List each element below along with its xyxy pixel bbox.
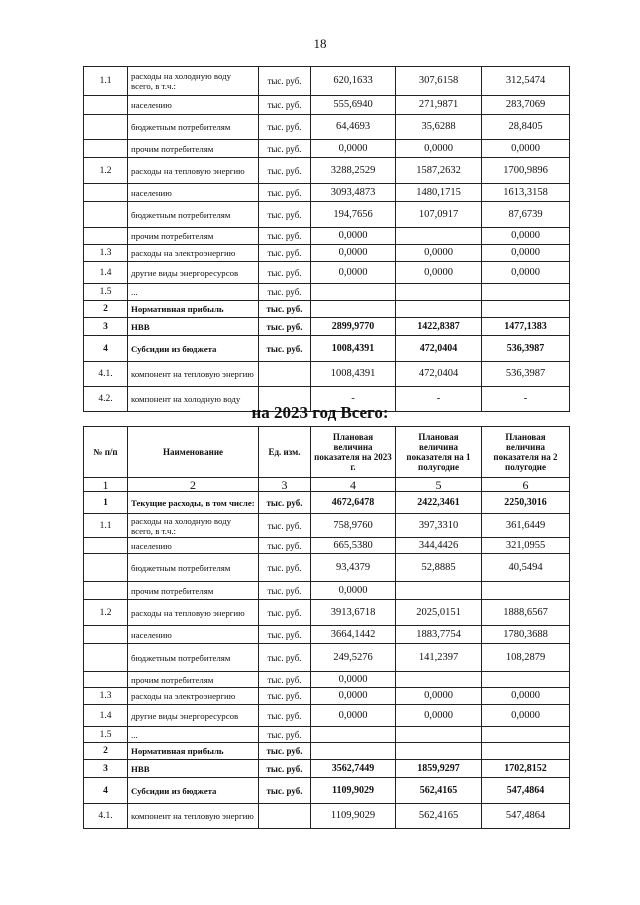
- value-plan: 194,7656: [311, 202, 396, 228]
- row-name: компонент на тепловую энергию: [128, 362, 259, 387]
- table-row: [84, 158, 570, 184]
- value-h2: 1700,9896: [482, 158, 570, 184]
- table-row: [84, 284, 570, 301]
- table-row: [84, 202, 570, 228]
- value-h1: 0,0000: [396, 705, 482, 727]
- row-unit: тыс. руб.: [259, 727, 311, 743]
- value-plan: 249,5276: [311, 644, 396, 672]
- table-row: [84, 262, 570, 284]
- value-plan: 3562,7449: [311, 760, 396, 778]
- row-name: Субсидии из бюджета: [128, 336, 259, 362]
- table-row: [84, 245, 570, 262]
- row-unit: тыс. руб.: [259, 514, 311, 538]
- value-h2: [482, 284, 570, 301]
- table-row: [84, 743, 570, 760]
- value-h1: 307,6158: [396, 67, 482, 96]
- row-unit: [259, 362, 311, 387]
- table-row: [84, 705, 570, 727]
- value-h2: [482, 727, 570, 743]
- value-h1: 0,0000: [396, 688, 482, 705]
- row-name: расходы на электроэнергию: [128, 688, 259, 705]
- value-h2: -: [482, 387, 570, 412]
- row-unit: тыс. руб.: [259, 554, 311, 582]
- value-h1: 107,0917: [396, 202, 482, 228]
- page-number: 18: [313, 36, 327, 51]
- value-plan: 3913,6718: [311, 600, 396, 626]
- row-unit: тыс. руб.: [259, 644, 311, 672]
- row-name: компонент на холодную воду: [128, 387, 259, 412]
- value-plan: 2899,9770: [311, 318, 396, 336]
- row-number: [84, 228, 128, 245]
- row-number: 3: [84, 318, 128, 336]
- row-name: расходы на тепловую энергию: [128, 600, 259, 626]
- row-name: прочим потребителям: [128, 582, 259, 600]
- row-number: [84, 96, 128, 115]
- value-h1: 0,0000: [396, 245, 482, 262]
- table-row: [84, 600, 570, 626]
- row-number: 1.2: [84, 158, 128, 184]
- value-h2: 1780,3688: [482, 626, 570, 644]
- value-plan: [311, 301, 396, 318]
- value-h2: 28,8405: [482, 115, 570, 140]
- table-row: [84, 727, 570, 743]
- table-row: [84, 362, 570, 387]
- value-h1: [396, 228, 482, 245]
- row-unit: тыс. руб.: [259, 318, 311, 336]
- value-h2: 312,5474: [482, 67, 570, 96]
- value-plan: [311, 727, 396, 743]
- row-number: [84, 115, 128, 140]
- row-unit: тыс. руб.: [259, 688, 311, 705]
- value-h2: 536,3987: [482, 362, 570, 387]
- column-index: 2: [128, 478, 259, 492]
- value-h1: 1587,2632: [396, 158, 482, 184]
- row-unit: тыс. руб.: [259, 492, 311, 514]
- row-unit: тыс. руб.: [259, 672, 311, 688]
- value-h2: 108,2879: [482, 644, 570, 672]
- row-number: 1.1: [84, 514, 128, 538]
- row-name: бюджетным потребителям: [128, 202, 259, 228]
- value-h1: 1859,9297: [396, 760, 482, 778]
- table-row: [84, 67, 570, 96]
- row-number: [84, 582, 128, 600]
- row-number: 4.2.: [84, 387, 128, 412]
- row-number: [84, 140, 128, 158]
- value-h2: 0,0000: [482, 140, 570, 158]
- value-h2: 0,0000: [482, 228, 570, 245]
- table-row: [84, 140, 570, 158]
- value-h1: 141,2397: [396, 644, 482, 672]
- value-plan: 665,5380: [311, 538, 396, 554]
- row-name: прочим потребителям: [128, 140, 259, 158]
- row-name: расходы на электроэнергию: [128, 245, 259, 262]
- row-name: НВВ: [128, 318, 259, 336]
- value-h1: 397,3310: [396, 514, 482, 538]
- column-index: 5: [396, 478, 482, 492]
- table-row: [84, 336, 570, 362]
- row-name: ...: [128, 284, 259, 301]
- value-h2: 547,4864: [482, 778, 570, 804]
- value-plan: 3288,2529: [311, 158, 396, 184]
- value-plan: 0,0000: [311, 245, 396, 262]
- value-h1: 472,0404: [396, 336, 482, 362]
- value-h1: 472,0404: [396, 362, 482, 387]
- row-name: НВВ: [128, 760, 259, 778]
- value-plan: 0,0000: [311, 688, 396, 705]
- value-h2: 283,7069: [482, 96, 570, 115]
- row-unit: тыс. руб.: [259, 626, 311, 644]
- value-h2: 1888,6567: [482, 600, 570, 626]
- value-plan: 64,4693: [311, 115, 396, 140]
- row-unit: тыс. руб.: [259, 115, 311, 140]
- value-plan: 620,1633: [311, 67, 396, 96]
- row-name: другие виды энергоресурсов: [128, 262, 259, 284]
- table-row: [84, 301, 570, 318]
- tariff-table-2023: [83, 426, 570, 829]
- row-name: расходы на тепловую энергию: [128, 158, 259, 184]
- value-plan: -: [311, 387, 396, 412]
- header-unit: Ед. изм.: [259, 427, 311, 478]
- row-unit: тыс. руб.: [259, 202, 311, 228]
- value-plan: 1008,4391: [311, 336, 396, 362]
- value-plan: 93,4379: [311, 554, 396, 582]
- row-unit: тыс. руб.: [259, 336, 311, 362]
- row-name: Нормативная прибыль: [128, 743, 259, 760]
- table-row: [84, 760, 570, 778]
- row-unit: тыс. руб.: [259, 245, 311, 262]
- value-h2: 0,0000: [482, 688, 570, 705]
- value-h2: 87,6739: [482, 202, 570, 228]
- row-number: 2: [84, 301, 128, 318]
- table-row: [84, 778, 570, 804]
- table-row: [84, 804, 570, 829]
- row-name: населению: [128, 96, 259, 115]
- value-h2: [482, 672, 570, 688]
- row-number: 4.1.: [84, 362, 128, 387]
- row-number: 4.1.: [84, 804, 128, 829]
- value-h1: [396, 301, 482, 318]
- value-plan: 4672,6478: [311, 492, 396, 514]
- value-plan: 555,6940: [311, 96, 396, 115]
- value-plan: 1109,9029: [311, 778, 396, 804]
- row-unit: тыс. руб.: [259, 96, 311, 115]
- value-h2: 0,0000: [482, 705, 570, 727]
- row-name: расходы на холодную воду всего, в т.ч.:: [128, 67, 259, 96]
- table-row: [84, 582, 570, 600]
- value-plan: 0,0000: [311, 705, 396, 727]
- row-name: населению: [128, 184, 259, 202]
- value-h1: 0,0000: [396, 140, 482, 158]
- value-h1: [396, 743, 482, 760]
- table-row: [84, 184, 570, 202]
- table-row: [84, 688, 570, 705]
- row-number: 1.4: [84, 705, 128, 727]
- header-plan-h2: Плановая величина показателя на 2 полугодие: [482, 427, 570, 478]
- row-unit: тыс. руб.: [259, 743, 311, 760]
- header-name: Наименование: [128, 427, 259, 478]
- tariff-table-continued: [83, 66, 570, 412]
- value-plan: 0,0000: [311, 582, 396, 600]
- value-h1: [396, 284, 482, 301]
- header-num: № п/п: [84, 427, 128, 478]
- value-h2: [482, 582, 570, 600]
- value-plan: 3664,1442: [311, 626, 396, 644]
- value-h2: [482, 743, 570, 760]
- table-row: [84, 228, 570, 245]
- value-h1: 0,0000: [396, 262, 482, 284]
- value-h1: 562,4165: [396, 778, 482, 804]
- value-plan: [311, 743, 396, 760]
- table-row: [84, 115, 570, 140]
- row-number: 4: [84, 336, 128, 362]
- value-h1: 35,6288: [396, 115, 482, 140]
- value-h1: 1480,1715: [396, 184, 482, 202]
- column-index: 4: [311, 478, 396, 492]
- row-name: компонент на тепловую энергию: [128, 804, 259, 829]
- value-h1: 271,9871: [396, 96, 482, 115]
- row-unit: тыс. руб.: [259, 284, 311, 301]
- row-unit: тыс. руб.: [259, 140, 311, 158]
- row-name: Нормативная прибыль: [128, 301, 259, 318]
- value-h2: [482, 301, 570, 318]
- table-row: [84, 626, 570, 644]
- row-number: 1.5: [84, 284, 128, 301]
- column-index: 6: [482, 478, 570, 492]
- value-plan: [311, 284, 396, 301]
- value-plan: 0,0000: [311, 262, 396, 284]
- table-row: [84, 538, 570, 554]
- row-name: другие виды энергоресурсов: [128, 705, 259, 727]
- row-unit: тыс. руб.: [259, 158, 311, 184]
- table-row: [84, 96, 570, 115]
- table-row: [84, 492, 570, 514]
- row-unit: тыс. руб.: [259, 301, 311, 318]
- row-unit: тыс. руб.: [259, 582, 311, 600]
- value-h1: 2422,3461: [396, 492, 482, 514]
- row-name: бюджетным потребителям: [128, 554, 259, 582]
- value-h2: 361,6449: [482, 514, 570, 538]
- value-h2: 1477,1383: [482, 318, 570, 336]
- row-name: ...: [128, 727, 259, 743]
- row-name: населению: [128, 626, 259, 644]
- row-number: 1.2: [84, 600, 128, 626]
- value-h2: 547,4864: [482, 804, 570, 829]
- row-name: Субсидии из бюджета: [128, 778, 259, 804]
- row-number: [84, 672, 128, 688]
- value-h1: 562,4165: [396, 804, 482, 829]
- row-unit: тыс. руб.: [259, 760, 311, 778]
- row-unit: [259, 804, 311, 829]
- value-h2: 0,0000: [482, 245, 570, 262]
- table-row: [84, 318, 570, 336]
- row-number: 4: [84, 778, 128, 804]
- row-unit: тыс. руб.: [259, 705, 311, 727]
- value-h2: 2250,3016: [482, 492, 570, 514]
- row-number: 1.5: [84, 727, 128, 743]
- column-index-row: [84, 478, 570, 492]
- row-name: бюджетным потребителям: [128, 644, 259, 672]
- row-number: [84, 184, 128, 202]
- value-plan: 0,0000: [311, 228, 396, 245]
- value-plan: 758,9760: [311, 514, 396, 538]
- row-number: [84, 202, 128, 228]
- row-number: 1.3: [84, 245, 128, 262]
- value-h1: 1422,8387: [396, 318, 482, 336]
- row-name: прочим потребителям: [128, 672, 259, 688]
- row-name: Текущие расходы, в том числе:: [128, 492, 259, 514]
- row-number: [84, 554, 128, 582]
- row-number: [84, 626, 128, 644]
- value-plan: 0,0000: [311, 672, 396, 688]
- value-h2: 1702,8152: [482, 760, 570, 778]
- row-unit: тыс. руб.: [259, 778, 311, 804]
- row-number: 1: [84, 492, 128, 514]
- table-row: [84, 554, 570, 582]
- row-unit: тыс. руб.: [259, 538, 311, 554]
- section-title: на 2023 год Всего:: [251, 403, 389, 422]
- table-row: [84, 514, 570, 538]
- value-plan: 0,0000: [311, 140, 396, 158]
- value-h1: 2025,0151: [396, 600, 482, 626]
- value-h1: [396, 582, 482, 600]
- row-number: [84, 644, 128, 672]
- row-number: 1.4: [84, 262, 128, 284]
- value-h1: 52,8885: [396, 554, 482, 582]
- row-number: 3: [84, 760, 128, 778]
- value-plan: 1008,4391: [311, 362, 396, 387]
- row-name: прочим потребителям: [128, 228, 259, 245]
- value-h2: 0,0000: [482, 262, 570, 284]
- row-number: 2: [84, 743, 128, 760]
- row-unit: тыс. руб.: [259, 600, 311, 626]
- row-number: 1.1: [84, 67, 128, 96]
- row-name: бюджетным потребителям: [128, 115, 259, 140]
- table-header-row: [84, 427, 570, 478]
- value-h2: 1613,3158: [482, 184, 570, 202]
- row-unit: тыс. руб.: [259, 184, 311, 202]
- row-unit: тыс. руб.: [259, 67, 311, 96]
- value-h1: -: [396, 387, 482, 412]
- header-plan-year: Плановая величина показателя на 2023 г.: [311, 427, 396, 478]
- row-name: населению: [128, 538, 259, 554]
- column-index: 1: [84, 478, 128, 492]
- row-number: [84, 538, 128, 554]
- value-h1: 344,4426: [396, 538, 482, 554]
- value-plan: 3093,4873: [311, 184, 396, 202]
- table-row: [84, 644, 570, 672]
- column-index: 3: [259, 478, 311, 492]
- header-plan-h1: Плановая величина показателя на 1 полугодие: [396, 427, 482, 478]
- value-h1: [396, 727, 482, 743]
- row-unit: тыс. руб.: [259, 228, 311, 245]
- table-row: [84, 672, 570, 688]
- value-h2: 536,3987: [482, 336, 570, 362]
- row-unit: тыс. руб.: [259, 262, 311, 284]
- value-h1: [396, 672, 482, 688]
- row-name: расходы на холодную воду всего, в т.ч.:: [128, 514, 259, 538]
- value-h2: 40,5494: [482, 554, 570, 582]
- value-h1: 1883,7754: [396, 626, 482, 644]
- row-number: 1.3: [84, 688, 128, 705]
- value-plan: 1109,9029: [311, 804, 396, 829]
- value-h2: 321,0955: [482, 538, 570, 554]
